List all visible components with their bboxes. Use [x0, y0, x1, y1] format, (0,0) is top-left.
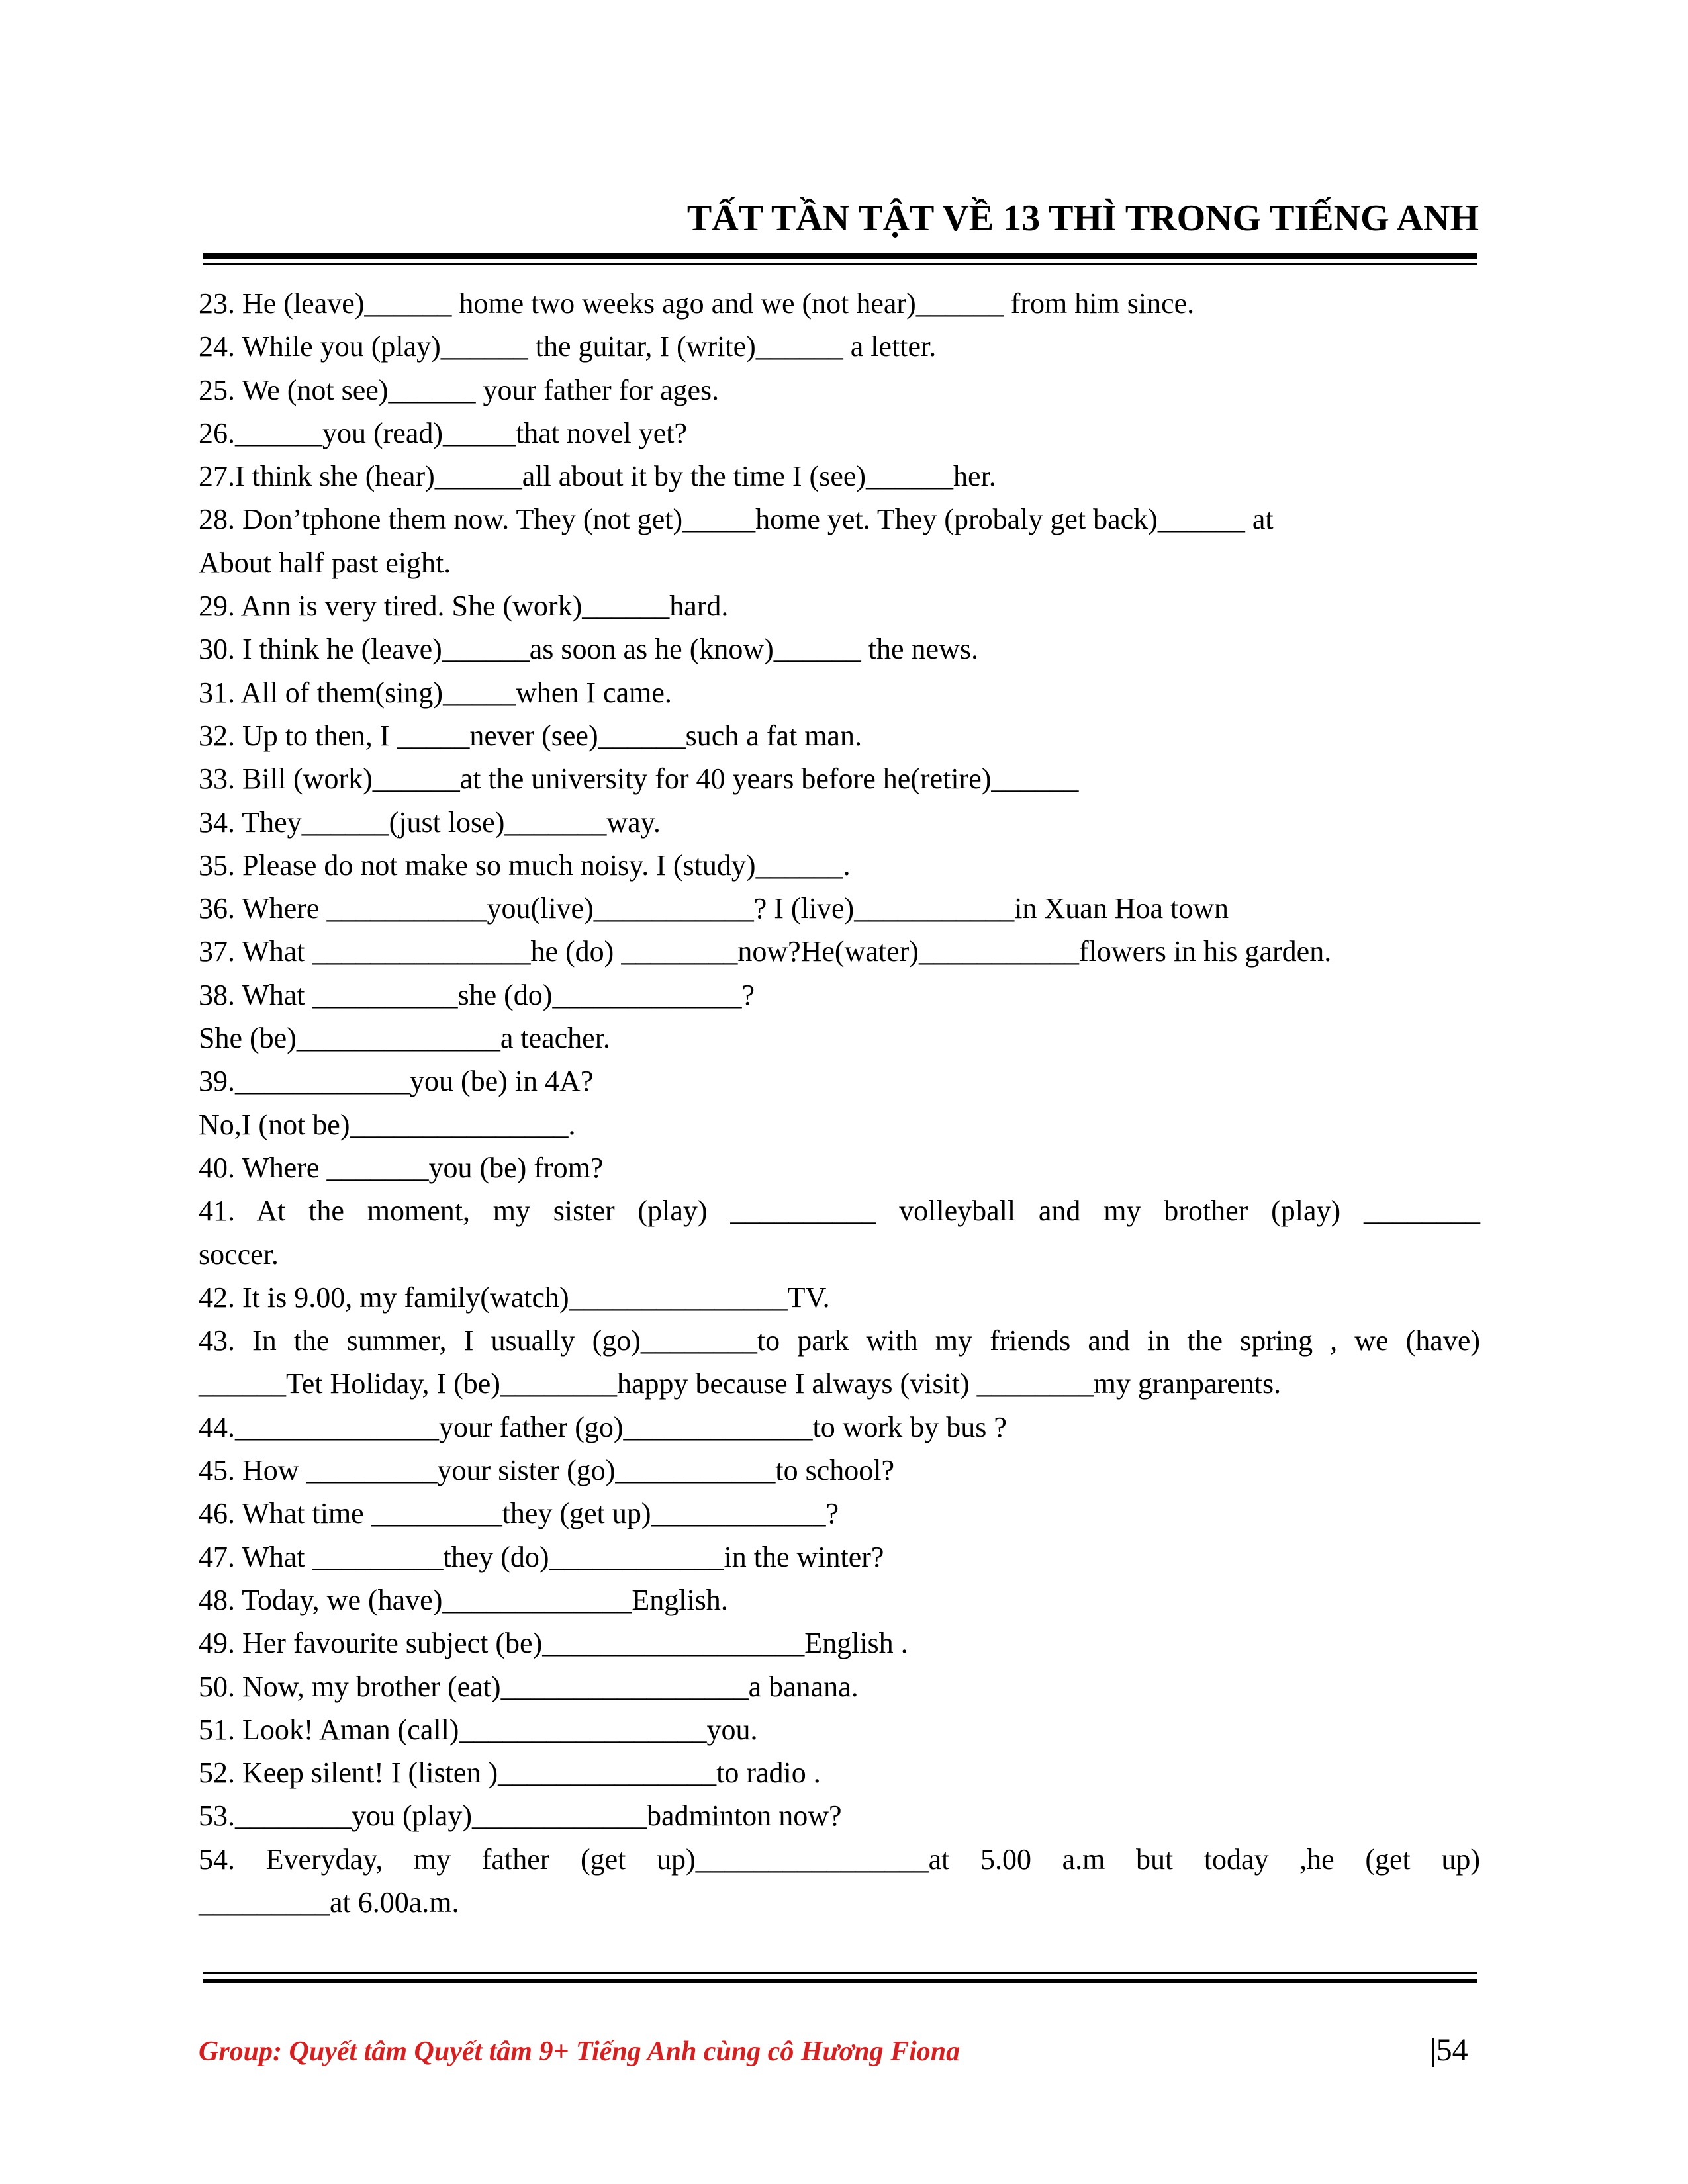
exercise-line: 54. Everyday, my father (get up)________________at 5.00 a.m but today ,he (get up)	[199, 1843, 1480, 1876]
footer-group-name: Group: Quyết tâm Quyết tâm 9+ Tiếng Anh cùng cô Hương Fiona	[199, 2036, 961, 2067]
exercise-line: 43. In the summer, I usually (go)________to park with my friends and in the spring , we (have)	[199, 1324, 1480, 1357]
exercise-line: 49. Her favourite subject (be)__________________English .	[199, 1627, 908, 1660]
exercise-line: ______Tet Holiday, I (be)________happy because I always (visit) ________my granparents.	[199, 1367, 1282, 1400]
exercise-line: 24. While you (play)______ the guitar, I (write)______ a letter.	[199, 330, 937, 363]
header-rule-thick	[203, 253, 1477, 259]
exercise-line: soccer.	[199, 1238, 279, 1271]
exercise-line: 42. It is 9.00, my family(watch)_______________TV.	[199, 1281, 830, 1314]
exercise-line: _________at 6.00a.m.	[199, 1886, 459, 1919]
exercise-line: 34. They______(just lose)_______way.	[199, 805, 661, 839]
footer-rule-thick	[203, 1979, 1477, 1983]
exercise-line: 46. What time _________they (get up)____________?	[199, 1497, 839, 1530]
exercise-line: 45. How _________your sister (go)___________to school?	[199, 1454, 895, 1487]
exercise-line: 29. Ann is very tired. She (work)______hard.	[199, 590, 729, 623]
exercise-line: 23. He (leave)______ home two weeks ago and we (not hear)______ from him since.	[199, 287, 1195, 320]
exercise-line: 41. At the moment, my sister (play) __________ volleyball and my brother (play) ________	[199, 1195, 1480, 1228]
exercise-line: 32. Up to then, I _____never (see)______such a fat man.	[199, 719, 862, 752]
exercise-line: 25. We (not see)______ your father for ages.	[199, 373, 720, 406]
exercise-line: 47. What _________they (do)____________in the winter?	[199, 1540, 884, 1573]
exercise-line: 27.I think she (hear)______all about it by the time I (see)______her.	[199, 460, 996, 493]
exercise-line: 44.______________your father (go)_____________to work by bus ?	[199, 1410, 1007, 1443]
exercise-line: 40. Where _______you (be) from?	[199, 1151, 604, 1184]
exercise-line: 37. What _______________he (do) ________now?He(water)___________flowers in his garden.	[199, 935, 1332, 968]
exercise-list	[199, 282, 1480, 1924]
page-number: |54	[1430, 2032, 1468, 2068]
page-title: TẤT TẦN TẬT VỀ 13 THÌ TRONG TIẾNG ANH	[686, 198, 1479, 239]
footer-rule-thin	[203, 1972, 1477, 1974]
exercise-line: 35. Please do not make so much noisy. I (study)______.	[199, 848, 851, 882]
exercise-line: About half past eight.	[199, 546, 451, 579]
exercise-line: 50. Now, my brother (eat)_________________a banana.	[199, 1670, 859, 1703]
exercise-line: 39.____________you (be) in 4A?	[199, 1065, 594, 1098]
exercise-line: 52. Keep silent! I (listen )_______________to radio .	[199, 1756, 821, 1790]
exercise-line: 51. Look! Aman (call)_________________you.	[199, 1713, 758, 1746]
exercise-line: 36. Where ___________you(live)___________? I (live)___________in Xuan Hoa town	[199, 892, 1229, 925]
exercise-line: She (be)______________a teacher.	[199, 1022, 610, 1055]
header-rule-thin	[203, 263, 1477, 265]
exercise-line: 53.________you (play)____________badminton now?	[199, 1799, 842, 1833]
exercise-line: 38. What __________she (do)_____________?	[199, 978, 755, 1011]
exercise-line: 28. Don’tphone them now. They (not get)_____home yet. They (probaly get back)______ at	[199, 503, 1274, 536]
exercise-line: 26.______you (read)_____that novel yet?	[199, 416, 688, 449]
exercise-line: 33. Bill (work)______at the university for 40 years before he(retire)______	[199, 762, 1079, 796]
exercise-line: 31. All of them(sing)_____when I came.	[199, 676, 672, 709]
exercise-line: 30. I think he (leave)______as soon as he (know)______ the news.	[199, 633, 978, 666]
exercise-line: 48. Today, we (have)_____________English.	[199, 1583, 728, 1616]
exercise-line: No,I (not be)_______________.	[199, 1108, 576, 1141]
